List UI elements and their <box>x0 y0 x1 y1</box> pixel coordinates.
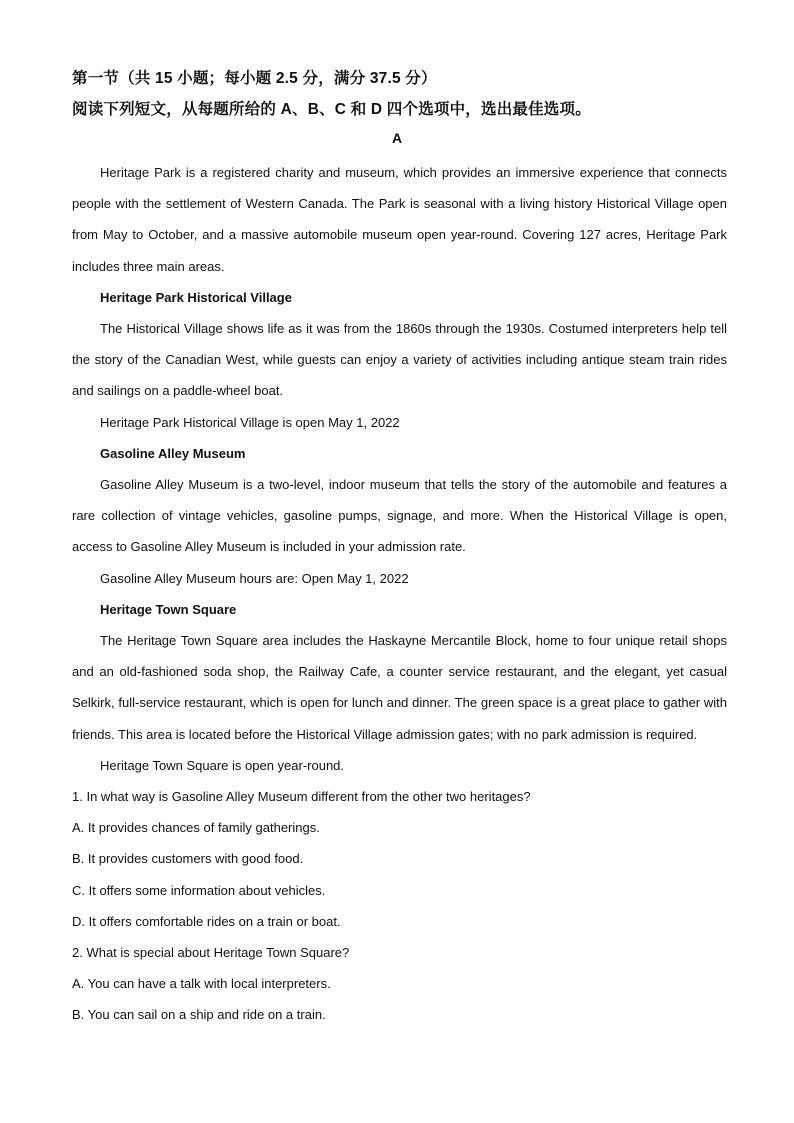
section-hours: Gasoline Alley Museum hours are: Open May 1, 2022 <box>100 570 409 586</box>
instruction-text: 阅读下列短文，从每题所给的 A、B、C 和 D 四个选项中，选出最佳选项。 <box>72 101 591 118</box>
section-hours: Heritage Town Square is open year-round. <box>100 757 345 773</box>
question-option: A. You can have a talk with local interpreters. <box>72 976 331 992</box>
passage-content <box>72 157 727 1031</box>
question-option: A. It provides chances of family gatherings. <box>72 820 320 836</box>
section-heading: Gasoline Alley Museum <box>100 445 246 461</box>
section-heading: Heritage Town Square <box>100 601 237 617</box>
section-body: Gasoline Alley Museum is a two-level, indoor museum that tells the story of the automobile and features a rare collection of vintage vehicles, gasoline pumps, signage, and more. When the Historical Village is open, access to Gasoline Alley Museum is included in your admission rate. <box>72 477 727 555</box>
section-body: The Historical Village shows life as it was from the 1860s through the 1930s. Costumed interpreters help tell the story of the Canadian West, while guests can enjoy a variety of activities including antique steam train rides and sailings on a paddle-wheel boat. <box>72 321 727 399</box>
passage-intro: Heritage Park is a registered charity and museum, which provides an immersive experience that connects people with the settlement of Western Canada. The Park is seasonal with a living history Historical Village open from May to October, and a massive automobile museum open year-round. Covering 127 acres, Heritage Park includes three main areas. <box>72 165 727 274</box>
question-stem: 2. What is special about Heritage Town Square? <box>72 945 350 961</box>
question-option: C. It offers some information about vehicles. <box>72 882 326 898</box>
section-title: 第一节（共 15 小题；每小题 2.5 分，满分 37.5 分） <box>72 70 437 87</box>
question-option: B. You can sail on a ship and ride on a train. <box>72 1007 326 1023</box>
passage-label: A <box>391 130 403 146</box>
question-stem: 1. In what way is Gasoline Alley Museum different from the other two heritages? <box>72 789 531 805</box>
section-heading: Heritage Park Historical Village <box>100 289 292 305</box>
section-hours: Heritage Park Historical Village is open May 1, 2022 <box>100 414 400 430</box>
question-option: B. It provides customers with good food. <box>72 851 304 867</box>
question-option: D. It offers comfortable rides on a train or boat. <box>72 913 341 929</box>
section-body: The Heritage Town Square area includes the Haskayne Mercantile Block, home to four unique retail shops and an old-fashioned soda shop, the Railway Cafe, a counter service restaurant, and the elegant, yet casual Selkirk, full-service restaurant, which is open for lunch and dinner. The green space is a great place to gather with friends. This area is located before the Historical Village admission gates; with no park admission is required. <box>72 633 727 742</box>
